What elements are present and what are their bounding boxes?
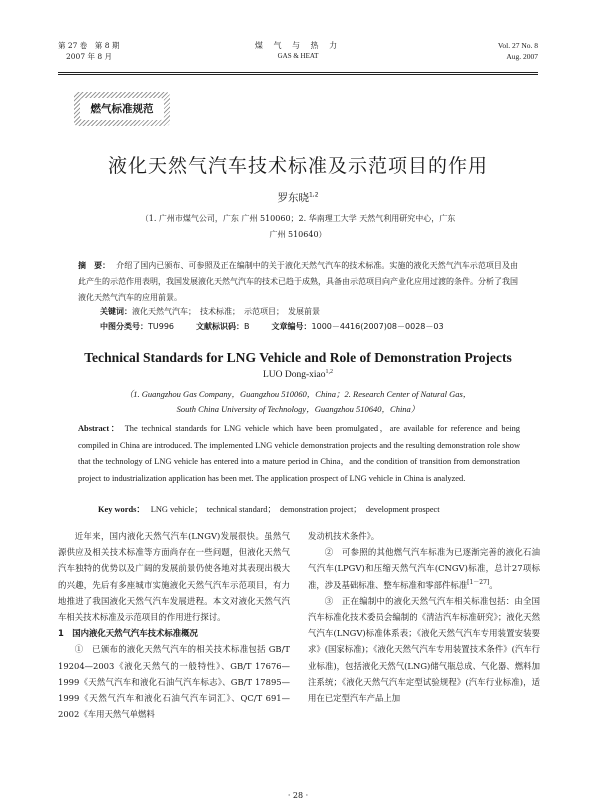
doc-code-label: 文献标识码： [196,322,245,331]
body-item-1: ① 已颁布的液化天然气汽车的相关技术标准包括 GB/T 19204—2003《液化天然气的一般特性》、GB/T 17676—1999《天然气汽车和液化石油气汽车标志》、GB/T 17895—1999《天然气汽车和液化石油气汽车词汇》、QC/T 691—2002《车用天然气单燃料 [58,644,290,720]
keywords-en [98,503,528,517]
affiliation-en-line1: （1. Guangzhou Gas Company，Guangzhou 510060，China；2. Research Center of Natural Gas， [124,389,472,399]
affiliation-cn-line2: 广州 510640） [269,230,327,239]
clc-label: 中图分类号： [100,322,148,331]
article-title-en: Technical Standards for LNG Vehicle and Role of Demonstration Projects [84,350,512,365]
author-name-en: LUO Dong-xiao [262,370,326,380]
body-column-left [58,528,290,722]
article-title-cn: 液化天然气汽车技术标准及示范项目的作用 [107,155,488,177]
header-rule-top [58,72,538,73]
keywords-cn-text: 液化天然气汽车； 技术标准； 示范项目； 发展前景 [132,307,320,316]
intro-paragraph: 近年来，国内液化天然气汽车(LNGV)发展很快。虽然气源供应及相关技术标准等方面尚存在一些问题，但液化天然气汽车独特的优势以及广阔的发展前景仍使各地对其表现出极大的兴趣，先后有多座城市实施液化天然气汽车示范项目，有力地推进了我国液化天然气汽车发展进程。本文对液化天然气汽车相关技术标准及示范项目的作用进行探讨。 [58,531,290,623]
body-item-1-continued: 发动机技术条件》。 [308,531,380,541]
author-cn [0,190,596,205]
abstract-en-label: Abstract： [78,424,121,433]
author-affiliation-mark-en: 1,2 [325,368,334,375]
classification-line [100,320,520,334]
body-item-2-end: 。 [489,579,498,590]
abstract-cn-label: 摘 要： [78,261,111,270]
author-name-cn: 罗东晓 [277,192,309,204]
journal-name-cn: 煤 气 与 热 力 [254,41,342,50]
affiliation-cn-line1: （1. 广州市煤气公司，广东 广州 510060；2. 华南理工大学 天然气利用研究中心，广东 [140,214,456,223]
keywords-cn [100,306,520,318]
article-number-value: 1000－4416(2007)08－0028－03 [311,322,444,331]
column-label-box [74,92,170,126]
journal-name-en: GAS & HEAT [277,52,319,60]
doc-code-value: B [244,322,250,331]
header-journal-name [58,40,538,62]
author-affiliation-mark-cn: 1,2 [308,191,319,199]
header-volume-en [498,40,538,62]
abstract-en-text: The technical standards for LNG vehicle which have been promulgated，are available for reference and being compiled in China are introduced. The implemented LNG vehicle demonstration projects and the resulting demonstration role show that the technology of LNG vehicle has entered into a mature period in China，and the condition of transition from demonstration project to industrialization application has been met. The application prospect of LNG vehicle in China is analyzed. [78,424,520,483]
citation-reference: [1－27] [467,578,490,586]
running-header [58,38,538,72]
article-number-label: 文章编号： [271,322,312,331]
section-heading-1: 1 国内液化天然气汽车技术标准概况 [58,628,198,639]
affiliation-en [80,387,516,417]
keywords-en-label: Key words： [98,505,145,514]
author-en [0,370,596,380]
column-label: 燃气标准规范 [80,98,164,120]
body-item-2 [308,544,540,593]
body-column-right [308,528,540,706]
header-date-cn: 2007 年 8 月 [66,52,113,61]
header-rule-bottom [58,74,538,75]
clc-value: TU996 [148,322,175,331]
affiliation-cn [80,211,516,243]
keywords-en-text: LNG vehicle； technical standard； demonstration project； development prospect [150,505,440,514]
abstract-cn-text: 介绍了国内已颁布、可参照及正在编制中的关于液化天然气汽车的技术标准。实施的液化天然气汽车示范项目及由此产生的示范作用表明，我国发展液化天然气汽车的技术已趋于成熟，具备由示范项目向产业化应用过渡的条件。分析了我国液化天然气汽车的应用前景。 [78,261,518,302]
abstract-cn [78,258,518,306]
keywords-cn-label: 关键词： [100,307,132,316]
header-volume-issue: 第 27 卷 第 8 期 [58,41,120,50]
header-vol-no: Vol. 27 No. 8 [497,41,538,50]
body-item-3: ③ 正在编制中的液化天然气汽车相关标准包括：由全国汽车标准化技术委员会编制的《清洁汽车标准研究》；液化天然气汽车(LNGV)标准体系表；《液化天然气汽车专用装置安装要求》(国家标准)；《液化天然气汽车专用装置技术条件》(汽车行业标准)，包括液化天然气(LNG)储气瓶总成、气化器、燃料加注系统；《液化天然气汽车定型试验规程》(汽车行业标准)，适用在已定型汽车产品上加 [308,595,540,704]
header-date-en: Aug. 2007 [506,52,538,61]
page-number: · 28 · [287,791,309,800]
body-item-2-text: ② 可参照的其他燃气汽车标准为已逐渐完善的液化石油气汽车(LPGV)和压缩天然气汽车(CNGV)标准，总计27项标准，涉及基础标准、整车标准和零部件标准 [308,547,540,590]
affiliation-en-line2: South China University of Technology，Guangzhou 510640，China） [176,404,420,414]
abstract-en [78,421,520,487]
